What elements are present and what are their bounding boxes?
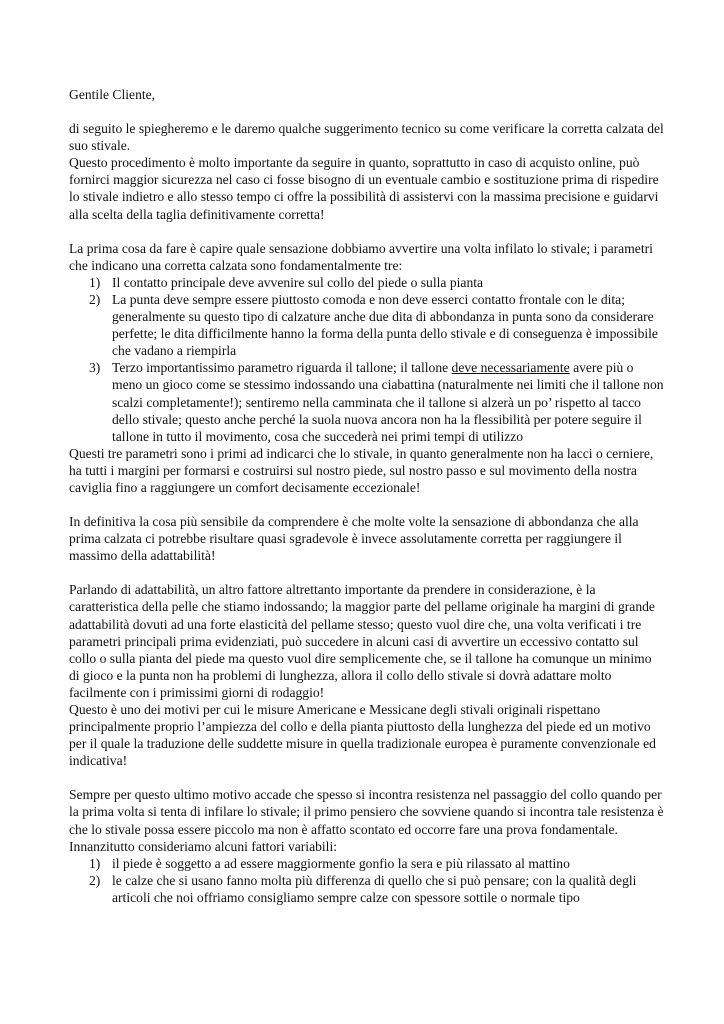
list-item-text: le calze che si usano fanno molta più differenza di quello che si può pensare; con la qualità degli articoli che noi offriamo consigliamo sempre calze con spessore sottile o normale tipo xyxy=(112,872,637,905)
paragraph-gap xyxy=(69,564,664,581)
variable-factors-list xyxy=(69,855,664,906)
paragraph-parameters-intro: La prima cosa da fare è capire quale sensazione dobbiamo avvertire una volta infilato lo stivale; i parametri che indicano una corretta calzata sono fondamentalmente tre: xyxy=(69,240,653,273)
paragraph-abundance: In definitiva la cosa più sensibile da comprendere è che molte volte la sensazione di abbondanza che alla prima calzata ci potrebbe risultare quasi sgradevole è invece assolutamente corretta per raggiungere il massimo della adattabilità! xyxy=(69,514,639,564)
list-item-text: il piede è soggetto a ad essere maggiormente gonfio la sera e più rilassato al mattino xyxy=(112,855,570,871)
paragraph-gap xyxy=(69,496,664,513)
list-item-text xyxy=(112,360,664,443)
list-item xyxy=(69,855,664,872)
list-item xyxy=(69,291,664,359)
paragraph-adaptability: Parlando di adattabilità, un altro fattore altrettanto importante da prendere in considerazione, è la caratteristica della pelle che stiamo indossando; la maggior parte del pellame originale ha margini di grande adattabilità dovuti ad una forte elasticità del pellame stesso; questo vuol dire che, una volta verificati i tre parametri principali prima evidenziati, può succedere in alcuni casi di avvertire un eccessivo contatto sul collo o sulla pianta del piede ma questo vuol dire semplicemente che, se il tallone ha comunque un minimo di gioco e la punta non ha problemi di lunghezza, allora il collo dello stivale si dovrà adattare molto facilmente con i primissimi giorni di rodaggio! xyxy=(69,582,655,700)
list-item-text-start: Terzo importantissimo parametro riguarda il tallone; il tallone xyxy=(112,360,452,376)
paragraph-gap xyxy=(69,769,664,786)
list-item-text-end: avere più o meno un gioco come se stessimo indossando una ciabattina (naturalmente nei limiti che il tallone non scalzi completamente!); sentiremo nella camminata che il tallone si alzerà un po’ rispetto al tacco dello stivale; questo anche perché la suola nuova ancora non ha la flessibilità per potere seguire il tallone in tutto il movimento, cosa che succederà nei primi tempi di utilizzo xyxy=(112,360,664,444)
greeting: Gentile Cliente, xyxy=(69,87,156,102)
fit-parameters-list xyxy=(69,274,664,445)
list-item-number: 2) xyxy=(89,291,101,307)
underlined-emphasis: deve necessariamente xyxy=(451,360,570,376)
paragraph-gap xyxy=(69,223,664,240)
paragraph-intro: di seguito le spiegheremo e le daremo qualche suggerimento tecnico su come verificare la corretta calzata del suo stivale. xyxy=(69,121,664,154)
list-item-number: 3) xyxy=(89,360,101,376)
list-item xyxy=(69,274,664,291)
paragraph-resistance: Sempre per questo ultimo motivo accade che spesso si incontra resistenza nel passaggio del collo quando per la prima volta si tenta di infilare lo stivale; il primo pensiero che sovviene quando si incontra tale resistenza è che lo stivale possa essere piccolo ma non è affatto scontato ed occorre fare una prova fondamentale. xyxy=(69,787,664,837)
list-item-number: 1) xyxy=(89,274,101,290)
list-item-text: Il contatto principale deve avvenire sul collo del piede o sulla pianta xyxy=(112,274,484,290)
paragraph-sizes: Questo è uno dei motivi per cui le misure Americane e Messicane degli stivali originali rispettano principalmente proprio l’ampiezza del collo e della pianta piuttosto della lunghezza del piede ed un motivo per il quale la traduzione delle suddette misure in quella tradizionale europea è puramente convenzionale ed indicativa! xyxy=(69,702,656,769)
paragraph-procedure: Questo procedimento è molto importante da seguire in quanto, soprattutto in caso di acquisto online, può fornirci maggior sicurezza nel caso ci fosse bisogno di un eventuale cambio e sostituzione prima di rispedire lo stivale indietro e allo stesso tempo ci offre la possibilità di assistervi con la massima precisione e guidarvi alla scelta della taglia definitivamente corretta! xyxy=(69,155,659,222)
list-item-number: 1) xyxy=(89,855,101,871)
list-item xyxy=(69,359,664,444)
paragraph-variables-intro: Innanzitutto consideriamo alcuni fattori variabili: xyxy=(69,838,338,854)
list-item xyxy=(69,872,664,906)
paragraph-parameters-summary: Questi tre parametri sono i primi ad indicarci che lo stivale, in quanto generalmente non ha lacci o cerniere, ha tutti i margini per formarsi e costruirsi sul nostro piede, sul nostro passo e sul movimento della nostra caviglia fino a raggiungere un comfort decisamente eccezionale! xyxy=(69,445,654,495)
list-item-number: 2) xyxy=(89,872,101,888)
paragraph-gap xyxy=(69,103,664,120)
list-item-text: La punta deve sempre essere piuttosto comoda e non deve esserci contatto frontale con le dita; generalmente su questo tipo di calzature anche due dita di abbondanza in punta sono da considerare perfette; le dita difficilmente hanno la forma della punta dello stivale e di conseguenza è impossibile che vadano a riempirla xyxy=(112,291,658,359)
